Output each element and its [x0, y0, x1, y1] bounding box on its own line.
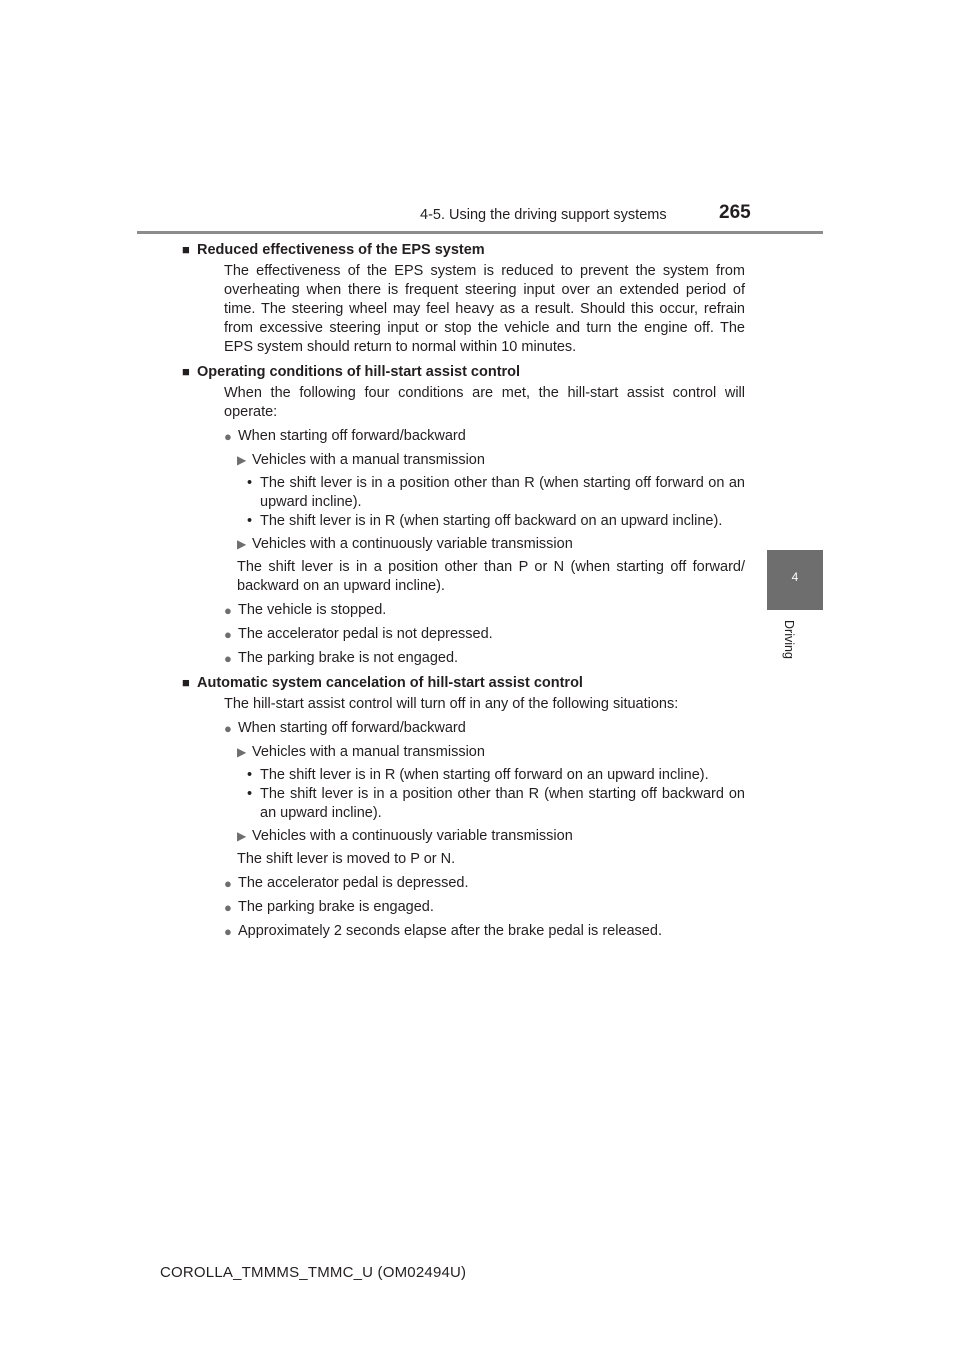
header-rule [137, 231, 823, 234]
square-bullet-icon: ■ [182, 364, 190, 379]
list-item: ● When starting off forward/backward [224, 428, 466, 444]
circle-bullet-icon: ● [224, 627, 232, 642]
list-item: ● The parking brake is not engaged. [224, 650, 459, 666]
sub-list [247, 766, 745, 823]
header-section-title: 4-5. Using the driving support systems [420, 207, 667, 223]
section-eps-title: ■ Reduced effectiveness of the EPS system [182, 242, 485, 258]
list-item: • The shift lever is in R (when starting off forward on an upward incline). [247, 767, 709, 783]
circle-bullet-icon: ● [224, 429, 232, 444]
section-operating-title: ■ Operating conditions of hill-start assist control [182, 364, 521, 380]
circle-bullet-icon: ● [224, 924, 232, 939]
dot-bullet-icon: • [247, 513, 253, 529]
list-item: ▶ Vehicles with a manual transmission [237, 452, 485, 468]
circle-bullet-icon: ● [224, 721, 232, 736]
circle-bullet-icon: ● [224, 900, 232, 915]
section-cancel-intro: The hill-start assist control will turn off in any of the following situations: [224, 696, 679, 712]
list-item: ▶ Vehicles with a manual transmission [237, 744, 485, 760]
list-item: ● The parking brake is engaged. [224, 899, 434, 915]
circle-bullet-icon: ● [224, 651, 232, 666]
chapter-tab [767, 550, 823, 610]
sub-list [247, 474, 745, 531]
chapter-tab-label: Driving [782, 620, 796, 659]
list-item: ● The vehicle is stopped. [224, 602, 387, 618]
circle-bullet-icon: ● [224, 876, 232, 891]
circle-bullet-icon: ● [224, 603, 232, 618]
list-item: • The shift lever is in a position other than R (when starting off forward on an upward incline). [247, 475, 745, 510]
section-operating-intro: When the following four conditions are met, the hill-start assist control will operate: [224, 385, 745, 420]
cvt-text: The shift lever is moved to P or N. [237, 851, 456, 867]
section-cancel-title: ■ Automatic system cancelation of hill-start assist control [182, 675, 583, 691]
cvt-text: The shift lever is in a position other than P or N (when starting off forward/ backward on an upward incline). [237, 559, 745, 594]
triangle-bullet-icon: ▶ [237, 745, 247, 759]
list-item: ● The accelerator pedal is depressed. [224, 875, 469, 891]
list-item: • The shift lever is in a position other than R (when starting off backward on an upward incline). [247, 786, 745, 821]
list-item: ▶ Vehicles with a continuously variable transmission [237, 536, 573, 552]
page-content [182, 240, 745, 946]
page-number: 265 [719, 202, 751, 223]
dot-bullet-icon: • [247, 786, 253, 802]
dot-bullet-icon: • [247, 767, 253, 783]
list-item: ● Approximately 2 seconds elapse after the brake pedal is released. [224, 923, 662, 939]
chapter-tab-number: 4 [791, 570, 799, 584]
square-bullet-icon: ■ [182, 675, 190, 690]
list-item: ● The accelerator pedal is not depressed. [224, 626, 493, 642]
list-item: ● When starting off forward/backward [224, 720, 466, 736]
triangle-bullet-icon: ▶ [237, 453, 247, 467]
footer-document-id: COROLLA_TMMMS_TMMC_U (OM02494U) [160, 1264, 467, 1281]
dot-bullet-icon: • [247, 475, 253, 491]
triangle-bullet-icon: ▶ [237, 829, 247, 843]
square-bullet-icon: ■ [182, 242, 190, 257]
list-item: • The shift lever is in R (when starting off backward on an upward incline). [247, 513, 723, 529]
section-eps-body: The effectiveness of the EPS system is reduced to prevent the system from overheating when there is frequent steering input over an extended period of time. The steering wheel may feel heavy as a result. Should this occur, refrain from excessive steering input or stop the vehicle and turn the engine off. The EPS system should return to normal within 10 minutes. [224, 263, 745, 355]
list-item: ▶ Vehicles with a continuously variable transmission [237, 828, 573, 844]
triangle-bullet-icon: ▶ [237, 537, 247, 551]
